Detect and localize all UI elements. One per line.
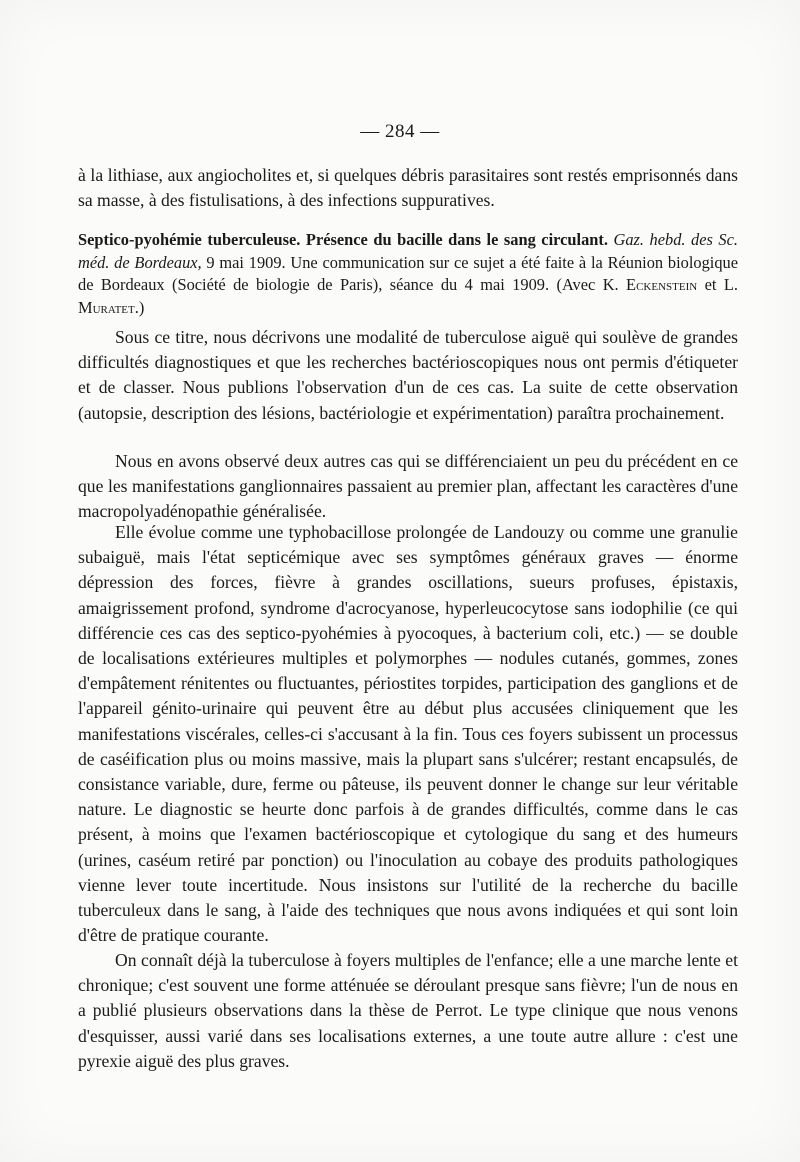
bibliographic-reference bbox=[78, 229, 738, 319]
reference-author-1: K. Eckenstein bbox=[602, 275, 698, 295]
paragraph-intro: Sous ce titre, nous décrivons une modalité de tuberculose aiguë qui soulève de grandes difficultés diagnostiques et que les recherches bactérioscopiques nous ont permis d'étiqueter et de classer. Nous publions l'observation d'un de ces cas. La suite de cette observation (autopsie, description des lésions, bactériologie et expérimentation) paraîtra prochainement. bbox=[78, 327, 738, 423]
paragraph-other-cases: Nous en avons observé deux autres cas qui se différenciaient un peu du précédent en ce que les manifestations ganglionnaires passaient au premier plan, affectant les caractères d'une macropolyadénopathie généralisée. bbox=[78, 451, 738, 522]
reference-title: Septico-pyohémie tuberculeuse. Présence du bacille dans le sang circulant. bbox=[78, 230, 608, 249]
reference-author-2: L. Muratet. bbox=[78, 275, 738, 317]
reference-closing: ) bbox=[138, 297, 145, 317]
reference-journal: Gaz. hebd. des Sc. méd. de Bordeaux, bbox=[78, 230, 738, 272]
paragraph-clinical-description: Elle évolue comme une typhobacillose prolongée de Landouzy ou comme une granulie subaiguë, mais l'état septicémique avec ses symptômes généraux graves — énorme dépression des forces, fièvre à grandes oscillations, sueurs profuses, épistaxis, amaigrissement profond, syndrome d'acrocyanose, hyperleucocytose sans iodophilie (ce qui différencie ces cas des septico-pyohémies à pyocoques, à bacterium coli, etc.) — se double de localisations extérieures multiples et polymorphes — nodules cutanés, gommes, zones d'empâtement rénitentes ou fluctuantes, périostites torpides, participation des ganglions et de l'appareil génito-urinaire qui peuvent être au début plus accusées cliniquement que les manifestations viscérales, celles-ci s'accusant à la fin. Tous ces foyers subissent un processus de caséification plus ou moins massive, mais la plupart sans s'ulcérer; restant encapsulés, de consistance variable, dure, ferme ou pâteuse, ils peuvent donner le change sur leur véritable nature. Le diagnostic se heurte donc parfois à de grandes difficultés, comme dans le cas présent, à moins que l'examen bactérioscopique et cytologique du sang et des humeurs (urines, caséum retiré par ponction) ou l'inoculation au cobaye des produits pathologiques vienne lever toute incertitude. Nous insistons sur l'utilité de la recherche du bacille tuberculeux dans le sang, à l'aide des techniques que nous avons indiquées et qui sont loin d'être de pratique courante. bbox=[78, 522, 738, 946]
page-number: — 284 — bbox=[360, 121, 440, 142]
reference-conjunction: et bbox=[704, 275, 717, 295]
paragraph-continuation: à la lithiase, aux angiocholites et, si quelques débris parasitaires sont restés emprisonnés dans sa masse, à des fistulisations, à des infections suppuratives. bbox=[78, 165, 738, 211]
paragraph-comparison: On connaît déjà la tuberculose à foyers multiples de l'enfance; elle a une marche lente et chronique; c'est souvent une forme atténuée se déroulant presque sans fièvre; l'un de nous en a publié plusieurs observations dans la thèse de Perrot. Le type clinique que nous venons d'esquisser, aussi varié dans ses localisations externes, a une toute autre allure : c'est une pyrexie aiguë des plus graves. bbox=[78, 950, 738, 1071]
reference-details: 9 mai 1909. Une communication sur ce sujet a été faite à la Réunion biologique de Bordeaux (Société de biologie de Paris), séance du 4 mai 1909. (Avec bbox=[78, 252, 738, 295]
